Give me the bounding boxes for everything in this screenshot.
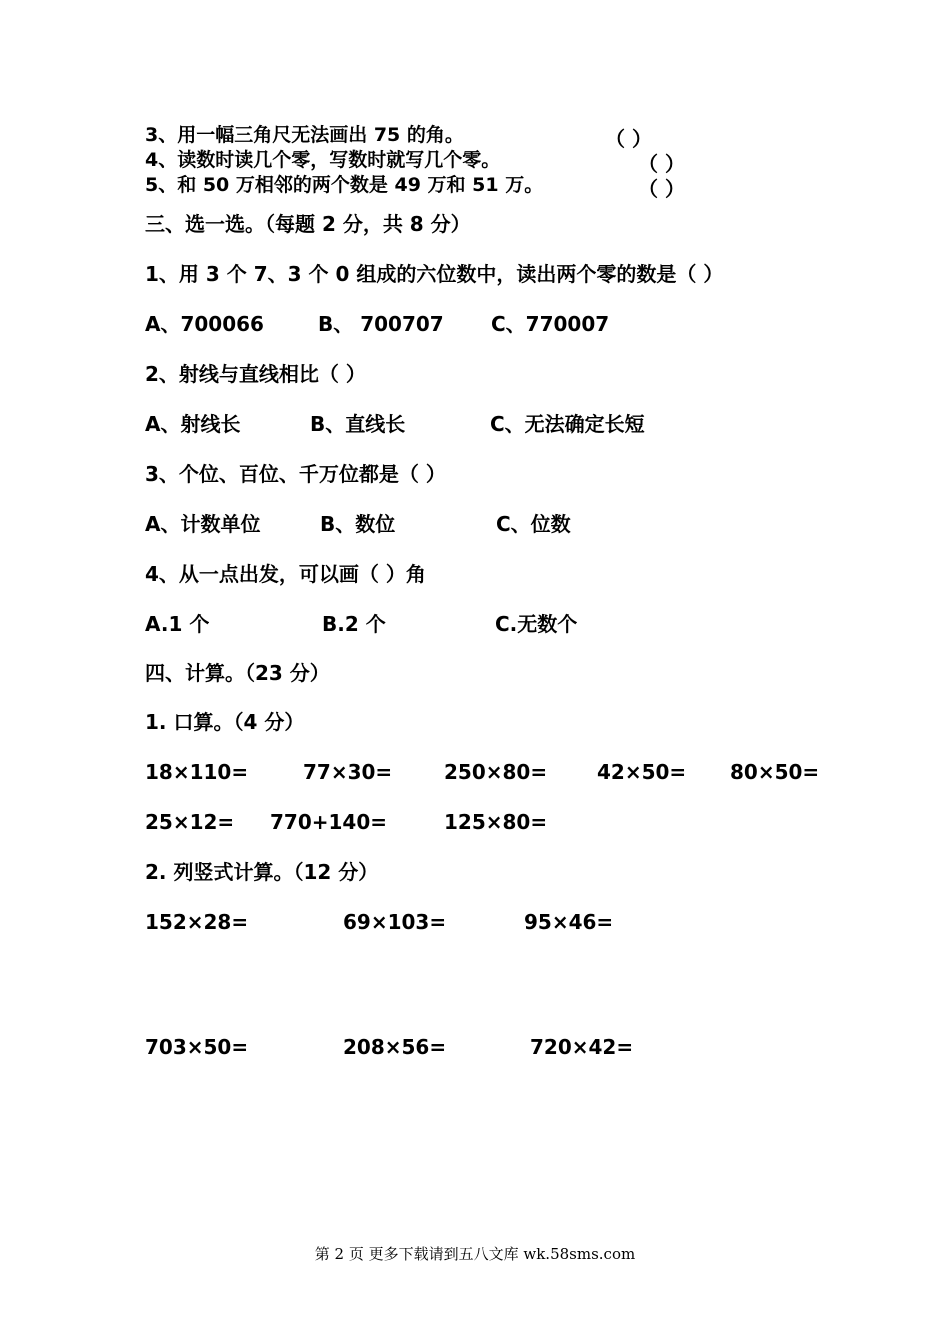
vertical-calc-item: 152×28= bbox=[145, 910, 249, 934]
question-1-option-b: B、 700707 bbox=[318, 312, 444, 336]
oral-calc-item: 770+140= bbox=[270, 810, 388, 834]
question-1-stem: 1、用 3 个 7、3 个 0 组成的六位数中，读出两个零的数是（ ） bbox=[145, 262, 724, 286]
oral-calc-title: 1. 口算。（4 分） bbox=[145, 710, 305, 734]
question-1-option-c: C、770007 bbox=[491, 312, 610, 336]
vertical-calc-item: 95×46= bbox=[524, 910, 614, 934]
question-1-option-a: A、700066 bbox=[145, 312, 264, 336]
question-3-option-c: C、位数 bbox=[496, 512, 571, 536]
question-4-stem: 4、从一点出发，可以画（ ）角 bbox=[145, 562, 426, 586]
question-3-option-a: A、计数单位 bbox=[145, 512, 261, 536]
oral-calc-item: 18×110= bbox=[145, 760, 249, 784]
vertical-calc-item: 69×103= bbox=[343, 910, 447, 934]
question-4-option-a: A.1 个 bbox=[145, 612, 210, 636]
tf-item-4-answer-blank: （ ） bbox=[638, 152, 685, 176]
vertical-calc-item: 720×42= bbox=[530, 1035, 634, 1059]
question-4-option-c: C.无数个 bbox=[495, 612, 578, 636]
question-2-option-c: C、无法确定长短 bbox=[490, 412, 645, 436]
tf-item-4: 4、读数时读几个零，写数时就写几个零。 bbox=[145, 149, 501, 171]
vertical-calc-item: 703×50= bbox=[145, 1035, 249, 1059]
tf-item-3: 3、用一幅三角尺无法画出 75 的角。 bbox=[145, 124, 464, 146]
oral-calc-item: 25×12= bbox=[145, 810, 235, 834]
section3-title: 三、选一选。（每题 2 分，共 8 分） bbox=[145, 212, 471, 236]
section4-title: 四、计算。（23 分） bbox=[145, 661, 330, 685]
oral-calc-item: 42×50= bbox=[597, 760, 687, 784]
question-2-option-b: B、直线长 bbox=[310, 412, 406, 436]
question-3-stem: 3、个位、百位、千万位都是（ ） bbox=[145, 462, 446, 486]
vertical-calc-title: 2. 列竖式计算。（12 分） bbox=[145, 860, 379, 884]
tf-item-3-answer-blank: （ ） bbox=[605, 127, 652, 151]
page-footer: 第 2 页 更多下载请到五八文库 wk.58sms.com bbox=[314, 1245, 636, 1263]
oral-calc-item: 125×80= bbox=[444, 810, 548, 834]
question-3-option-b: B、数位 bbox=[320, 512, 396, 536]
question-2-stem: 2、射线与直线相比（ ） bbox=[145, 362, 366, 386]
oral-calc-item: 250×80= bbox=[444, 760, 548, 784]
oral-calc-item: 80×50= bbox=[730, 760, 820, 784]
question-2-option-a: A、射线长 bbox=[145, 412, 241, 436]
oral-calc-item: 77×30= bbox=[303, 760, 393, 784]
vertical-calc-item: 208×56= bbox=[343, 1035, 447, 1059]
tf-item-5: 5、和 50 万相邻的两个数是 49 万和 51 万。 bbox=[145, 174, 544, 196]
tf-item-5-answer-blank: （ ） bbox=[638, 177, 685, 201]
question-4-option-b: B.2 个 bbox=[322, 612, 386, 636]
